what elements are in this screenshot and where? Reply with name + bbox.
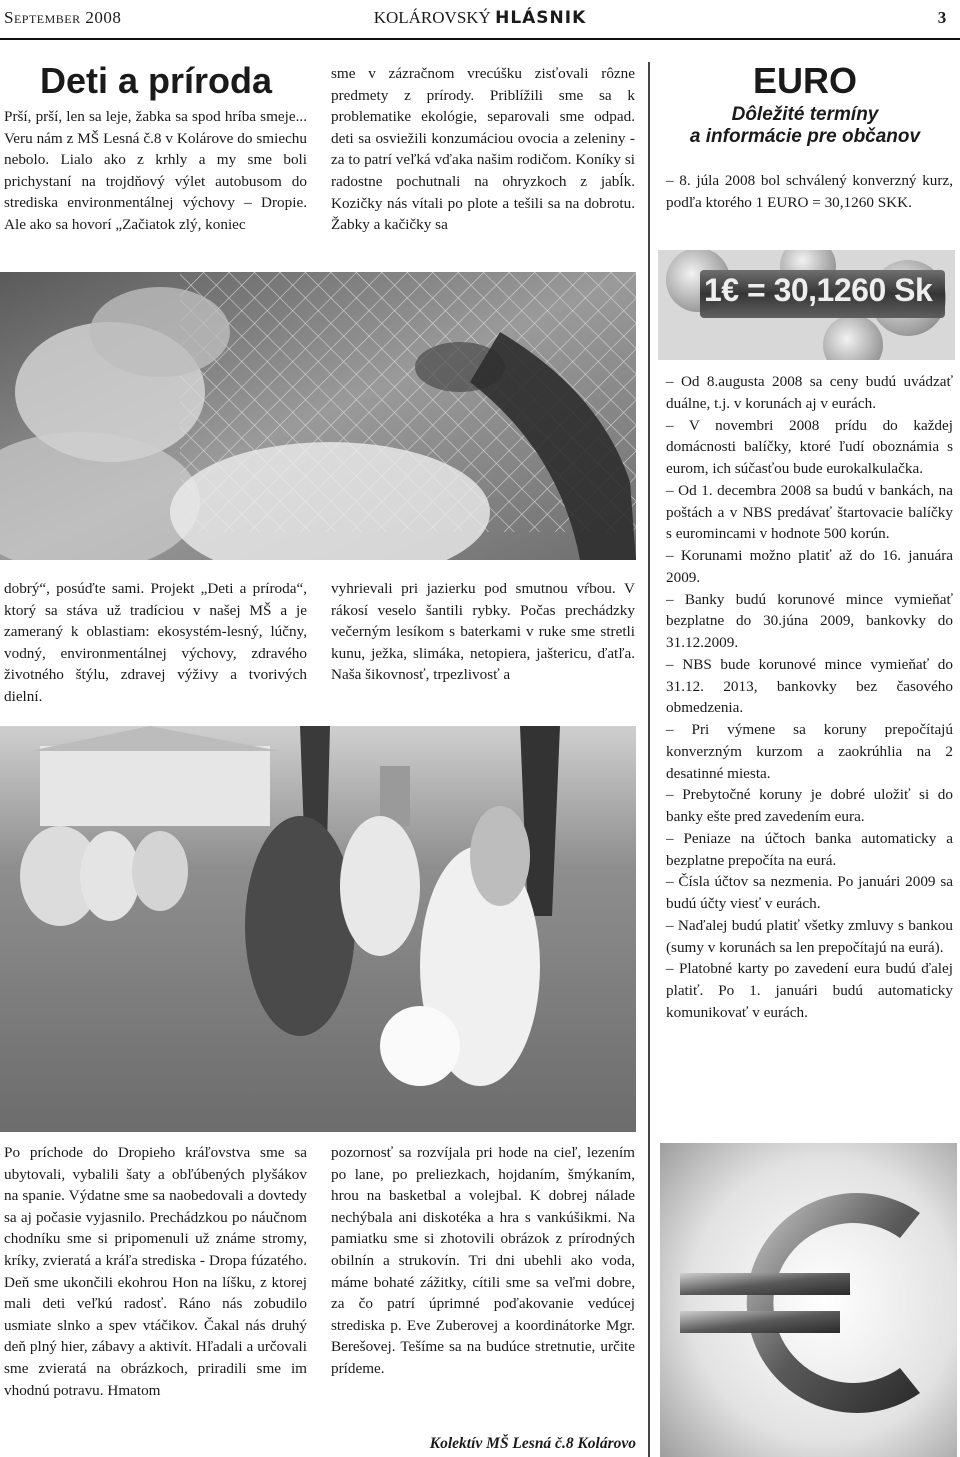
column-divider [648, 62, 650, 1457]
masthead-prefix: KOLÁROVSKÝ [373, 8, 491, 27]
euro-info-item: – Banky budú korunové mince vymieňať bezplatne do 30.júna 2009, bankovky do 31.12.2009. [666, 590, 953, 651]
article-col1-mid [4, 578, 307, 708]
article-col2-bottom [331, 1142, 635, 1380]
euro-info-item: – Naďalej budú platiť všetky zmluvy s bankou (sumy v korunách sa len prepočítajú na eurá). [666, 916, 953, 956]
photo-children-playing [0, 726, 636, 1132]
article-col1-top [4, 106, 307, 236]
euro-subtitle [650, 104, 960, 148]
header-date: September 2008 [4, 8, 122, 27]
euro-info-list [666, 371, 953, 1024]
euro-info-item: – Platobné karty po zavedení eura budú ďalej platiť. Po 1. januári budú automaticky komunikovať v eurách. [666, 960, 953, 1021]
euro-info-item: – Pri výmene sa koruny prepočítajú konverzným kurzom a zaokrúhlia na 2 desatinné miesta. [666, 721, 953, 782]
euro-info-item: – Prebytočné koruny je dobré uložiť si do banky ešte pred zavedením eura. [666, 786, 953, 825]
euro-info-item: – NBS bude korunové mince vymieňať do 31.12. 2013, bankovky bez časového obmedzenia. [666, 655, 953, 717]
euro-title: EURO [752, 60, 857, 101]
euro-subtitle-line2: a informácie pre občanov [689, 126, 921, 147]
euro-intro [666, 170, 953, 213]
euro-rate-banner [658, 250, 955, 360]
euro-info-item: – Čísla účtov sa nezmenia. Po januári 2009 sa budú účty viesť v eurách. [666, 873, 953, 912]
masthead-brand: HLÁSNIK [495, 8, 587, 28]
article-col2-mid [331, 578, 635, 686]
euro-rate-label: 1€ = 30,1260 Sk [704, 272, 933, 308]
euro-intro-text: – 8. júla 2008 bol schválený konverzný kurz, podľa ktorého 1 EURO = 30,1260 SKK. [666, 172, 953, 211]
article-paragraph: sme v zázračnom vrecúšku zisťovali rôzne predmety z prírody. Priblížili sme sa k problematike ekológie, separovali sme odpad. deti sa osviežili konzumáciou ovocia a zeleniny - za to patrí veľká vďaka našim rodičom. Koníky si radostne pochutnali na ohryzkoch z jabĺk. Kozičky nás vítali po plote a tešili sa na dobrotu. Žabky a kačičky sa [331, 65, 635, 234]
photo-children-at-fence [0, 272, 636, 560]
page-number: 3 [937, 8, 947, 27]
article-title: Deti a príroda [39, 60, 273, 101]
article-paragraph: dobrý“, posúďte sami. Projekt „Deti a príroda“, ktorý sa stáva už tradíciou v našej MŠ a je zameraný k oblastiam: ekosystém-lesný, lúčny, vodný, environmentálnej výchovy, zdravého životného štýlu, zdravej výživy a tvorivých dielní. [4, 580, 307, 705]
euro-info-item: – Od 1. decembra 2008 sa budú v bankách, na poštách a v NBS predávať štartovacie balíčky s euromincami v hodnote 500 korún. [666, 481, 953, 543]
article-paragraph: vyhrievali pri jazierku pod smutnou vŕbou. V rákosí veselo šantili rybky. Počas prechádzky večerným lesíkom s baterkami v ruke sme stretli kunu, ježka, slimáka, netopiera, jaštericu, ďatľa. Naša šikovnosť, trpezlivosť a [331, 580, 635, 684]
photo-children-playing-image [0, 726, 636, 1132]
euro-symbol-image [660, 1143, 957, 1457]
euro-info-item: – Od 8.augusta 2008 sa ceny budú uvádzať duálne, t.j. v korunách aj v eurách. [666, 373, 953, 412]
article-signature: Kolektív MŠ Lesná č.8 Kolárovo [429, 1435, 636, 1452]
euro-info-item: – V novembri 2008 prídu do každej domácnosti balíčky, ktoré ľudí oboznámia s eurom, ich súčasťou bude eurokalkulačka. [666, 416, 953, 477]
euro-info-item: – Peniaze na účtoch banka automaticky a bezplatne prepočíta na eurá. [666, 829, 953, 869]
article-paragraph: Po príchode do Dropieho kráľovstva sme sa ubytovali, vybalili šaty a obľúbených plyšákov na spanie. Výdatne sme sa naobedovali a dovtedy sa aj počasie vyjasnilo. Prechádzkou po náučnom chodníku sme si pripomenuli už známe stromy, kríky, zvieratá a kráľa strediska - Dropa fúzatého. Deň sme ukončili ekohrou Hon na líšku, z ktorej mali deti veľkú radosť. Ráno nás zobudilo usmiate slnko a spev vtáčikov. Čakal nás druhý deň plný hier, zábavy a aktivít. Hľadali a určovali sme zvieratá na obrázkoch, priradili sme im vhodnú potravu. Hmatom [4, 1144, 307, 1399]
article-col1-bottom [4, 1142, 307, 1401]
euro-info-item: – Korunami možno platiť až do 16. januára 2009. [666, 547, 953, 586]
article-col2-top [331, 63, 635, 236]
header-divider [0, 38, 960, 40]
header-masthead [0, 8, 960, 28]
photo-children-at-fence-image [0, 272, 636, 560]
article-paragraph: pozornosť sa rozvíjala pri hode na cieľ, lezením po lane, po preliezkach, hojdaním, šmýkaním, hrou na basketbal a volejbal. K dobrej nálade nechýbala ani diskotéka a hra s vankúšikmi. Na pamiatku sme si zhotovili obrázok z prírodných obilnín a strukovín. Tri dni ubehli ako voda, máme bohaté zážitky, cítili sme sa veľmi dobre, za čo patrí úprimné poďakovanie vedúcej strediska p. Eve Zuberovej a koordinátorke Mgr. Berešovej. Tešíme sa na budúce stretnutie, určite prídeme. [331, 1144, 635, 1377]
euro-subtitle-line1: Dôležité termíny [731, 104, 879, 125]
euro-icon [660, 1143, 957, 1457]
article-paragraph: Prší, prší, len sa leje, žabka sa spod hríba smeje... Veru nám z MŠ Lesná č.8 v Kolárove do smiechu nebolo. Lialo ako z krhly a my sme boli prichystaní na trojdňový výlet autobusom do strediska environmentálnej výchovy – Dropie. Ale ako sa hovorí „Začiatok zlý, koniec [4, 108, 307, 233]
